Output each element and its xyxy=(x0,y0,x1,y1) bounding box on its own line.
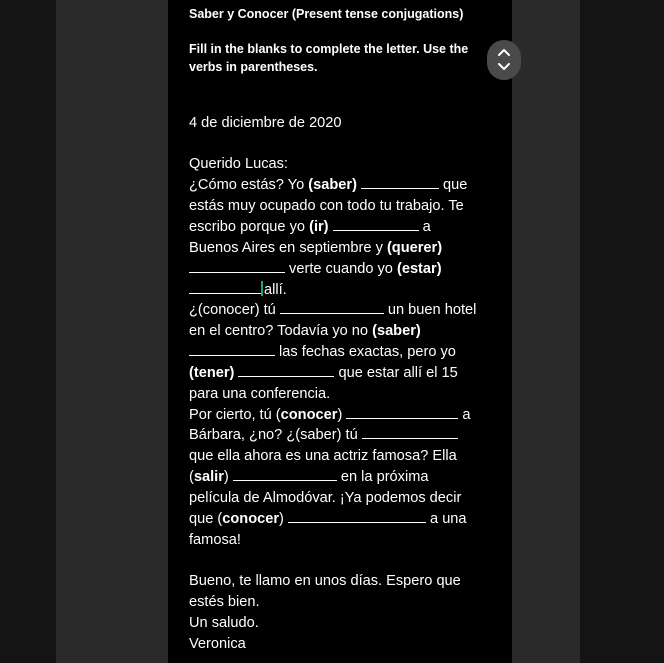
answer-blank[interactable] xyxy=(333,218,419,231)
letter-line: las fechas exactas, pero yo xyxy=(189,342,456,363)
closing-line: Un saludo. xyxy=(189,615,259,631)
signature: Veronica xyxy=(189,636,246,652)
letter-line: en el centro? Todavía yo no (saber) xyxy=(189,323,421,339)
closing-line: Bueno, te llamo en unos días. Espero que xyxy=(189,573,461,589)
scroll-toggle-button[interactable] xyxy=(487,40,521,80)
letter-line: para una conferencia. xyxy=(189,386,331,402)
text-cursor xyxy=(261,281,263,296)
letter-line: que (conocer) a una xyxy=(189,511,467,527)
answer-blank[interactable] xyxy=(361,176,439,189)
letter-line: ¿(conocer) tú un buen hotel xyxy=(189,302,477,318)
instructions-line-2: verbs in parentheses. xyxy=(189,60,318,74)
letter-line: allí. xyxy=(189,280,287,301)
letter-line: Buenos Aires en septiembre y (querer) xyxy=(189,240,443,256)
letter-line: (tener) que estar allí el 15 xyxy=(189,365,458,381)
answer-blank[interactable] xyxy=(288,510,426,523)
answer-blank[interactable] xyxy=(362,426,458,439)
answer-blank[interactable] xyxy=(346,406,458,419)
chevron-down-icon[interactable] xyxy=(497,62,511,71)
letter-line: Bárbara, ¿no? ¿(saber) tú xyxy=(189,425,458,446)
left-backdrop xyxy=(0,0,56,663)
worksheet-title: Saber y Conocer (Present tense conjugations) xyxy=(189,7,464,21)
closing-line: estés bien. xyxy=(189,594,260,610)
letter-date: 4 de diciembre de 2020 xyxy=(189,115,342,131)
letter-line: Por cierto, tú (conocer) a xyxy=(189,407,471,423)
letter-line: ¿Cómo estás? Yo (saber) que xyxy=(189,177,468,193)
letter-line: famosa! xyxy=(189,532,241,548)
letter-line: escribo porque yo (ir) a xyxy=(189,219,431,235)
letter-line: (salir) en la próxima xyxy=(189,469,429,485)
answer-blank[interactable] xyxy=(189,260,285,273)
right-backdrop xyxy=(580,0,664,663)
answer-blank[interactable] xyxy=(233,468,337,481)
letter-line: verte cuando yo (estar) xyxy=(189,259,442,280)
letter-line: película de Almodóvar. ¡Ya podemos decir xyxy=(189,490,462,506)
letter-line: que ella ahora es una actriz famosa? Ella xyxy=(189,448,457,464)
letter-line: estás muy ocupado con todo tu trabajo. Te xyxy=(189,198,464,214)
answer-blank[interactable] xyxy=(189,281,261,294)
chevron-up-icon[interactable] xyxy=(497,48,511,57)
answer-blank[interactable] xyxy=(238,364,334,377)
answer-blank[interactable] xyxy=(280,301,384,314)
worksheet-document xyxy=(168,0,512,663)
answer-blank[interactable] xyxy=(189,343,275,356)
instructions-line-1: Fill in the blanks to complete the letter. Use the xyxy=(189,42,469,56)
letter-greeting: Querido Lucas: xyxy=(189,156,288,172)
